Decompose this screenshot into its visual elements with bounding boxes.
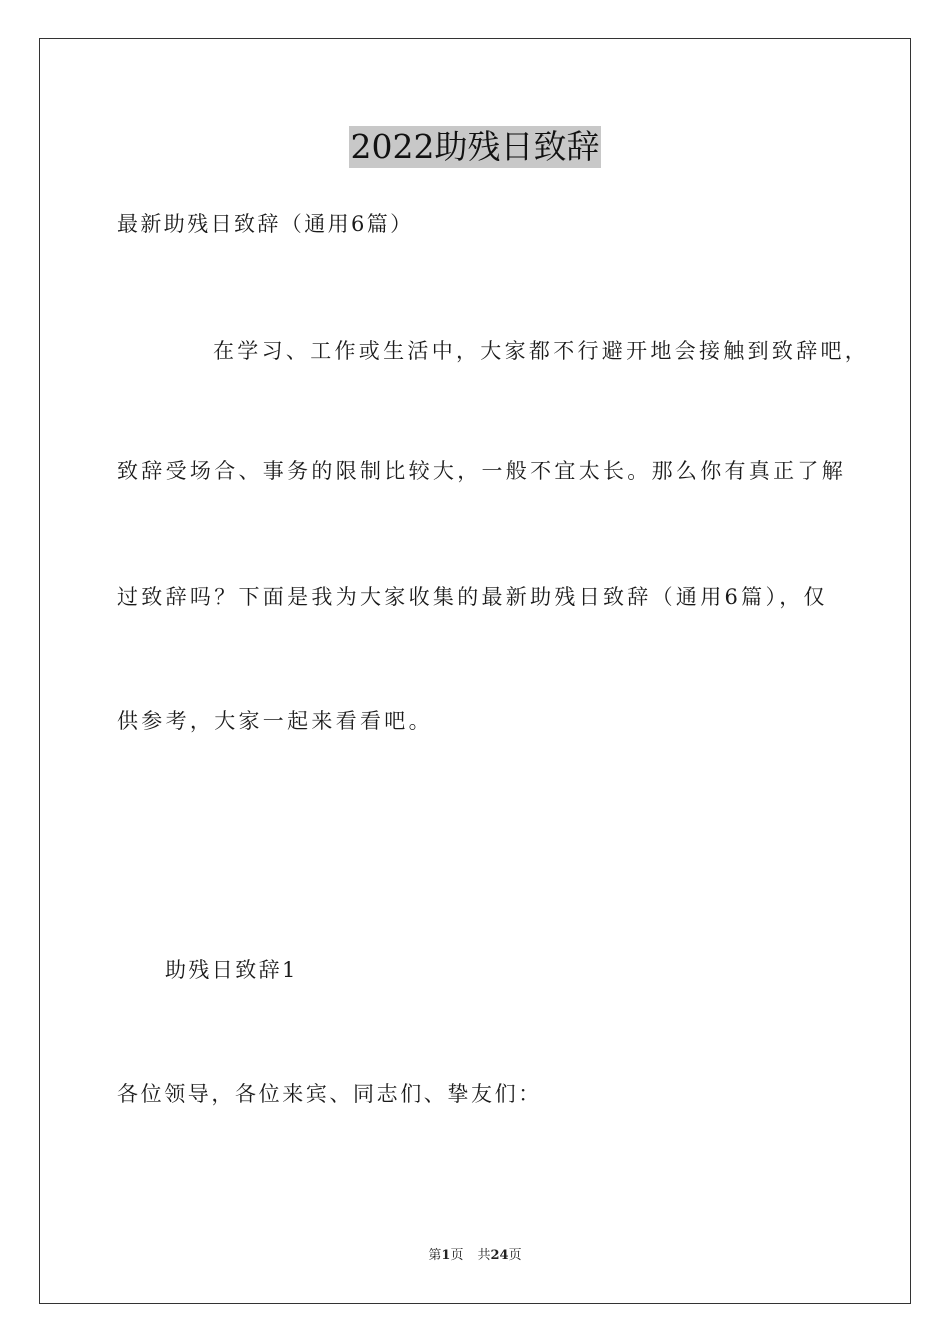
document-title: 2022助残日致辞 xyxy=(350,127,600,166)
title-container xyxy=(0,126,950,168)
document-subtitle: 最新助残日致辞（通用6篇） xyxy=(117,212,414,236)
page-prefix: 第 xyxy=(428,1248,442,1263)
greeting-line: 各位领导，各位来宾、同志们、挚友们： xyxy=(117,1082,542,1106)
paragraph-line-3: 过致辞吗？下面是我为大家收集的最新助残日致辞（通用6篇），仅 xyxy=(117,585,828,609)
paragraph-line-1: 在学习、工作或生活中，大家都不行避开地会接触到致辞吧， xyxy=(213,339,870,363)
total-pages: 24 xyxy=(490,1248,509,1263)
page-number: 1 xyxy=(441,1248,451,1263)
section-heading: 助残日致辞1 xyxy=(165,958,298,982)
paragraph-line-4: 供参考，大家一起来看看吧。 xyxy=(117,709,433,733)
page-suffix: 页 xyxy=(450,1248,464,1263)
total-suffix: 页 xyxy=(508,1248,522,1263)
total-prefix: 共 xyxy=(477,1248,491,1263)
paragraph-line-2: 致辞受场合、事务的限制比较大，一般不宜太长。那么你有真正了解 xyxy=(117,459,846,483)
page-footer xyxy=(0,1247,950,1265)
